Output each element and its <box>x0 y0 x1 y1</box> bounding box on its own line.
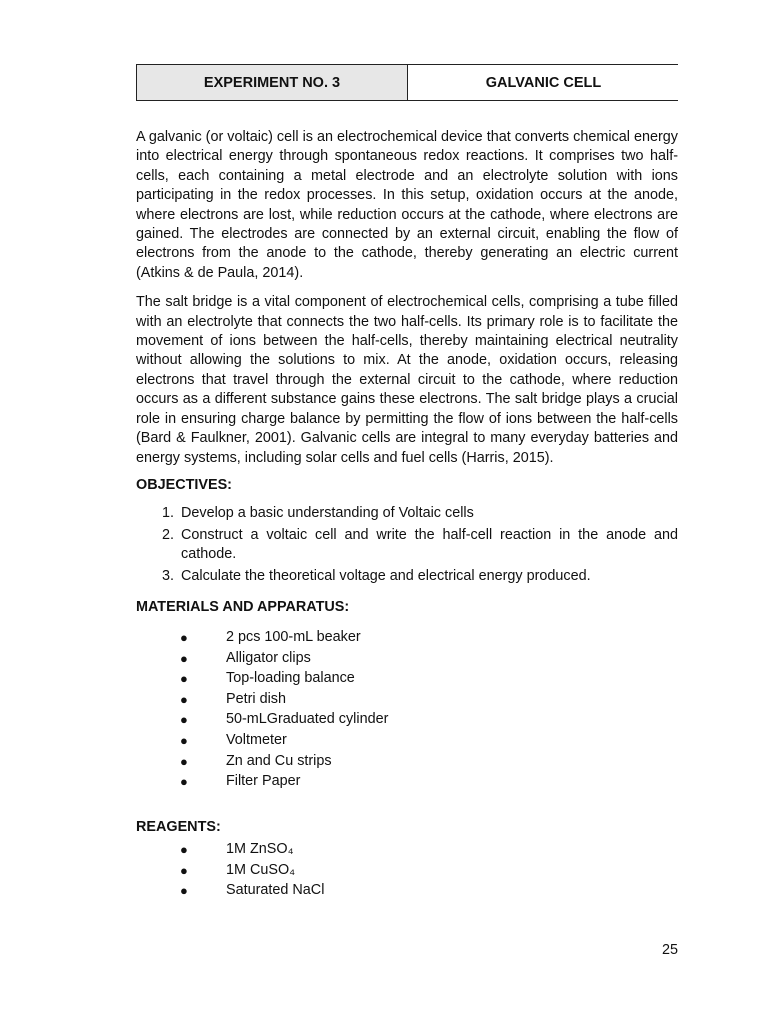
list-item <box>136 840 678 861</box>
bullet-icon: ● <box>180 650 188 666</box>
bullet-icon: ● <box>180 732 188 748</box>
material-item: Petri dish <box>226 690 286 707</box>
list-item <box>136 504 678 523</box>
material-item: Filter Paper <box>226 773 301 790</box>
list-item <box>136 627 678 648</box>
material-item: Voltmeter <box>226 731 287 748</box>
list-item <box>136 772 678 793</box>
list-item <box>136 567 678 586</box>
bullet-icon: ● <box>180 862 188 878</box>
reagent-item: Saturated NaCl <box>226 882 325 899</box>
document-body <box>136 128 678 901</box>
list-item <box>136 730 678 751</box>
experiment-title-cell: GALVANIC CELL <box>408 65 679 100</box>
list-number: 1. <box>162 505 175 522</box>
bullet-icon: ● <box>180 629 188 645</box>
page-number: 25 <box>661 942 678 958</box>
reagents-list <box>136 840 678 902</box>
experiment-header-table <box>136 64 678 101</box>
list-item <box>136 710 678 731</box>
intro-paragraph-2: The salt bridge is a vital component of electrochemical cells, comprising a tube filled with an electrolyte that connects the two half-cells. Its primary role is to facilitate the movement of ions between the half-cells, thereby maintaining electrical neutrality without allowing the solutions to mix. At the anode, oxidation occurs, releasing electrons that travel through the external circuit to the cathode, where reduction occurs as a different substance gains these electrons. The salt bridge plays a crucial role in ensuring charge balance by permitting the flow of ions between the half-cells (Bard & Faulkner, 2001). Galvanic cells are integral to many everyday batteries and energy systems, including solar cells and fuel cells (Harris, 2015). <box>136 294 678 466</box>
material-item: 50-mLGraduated cylinder <box>226 711 389 728</box>
bullet-icon: ● <box>180 691 188 707</box>
bullet-icon: ● <box>180 774 188 790</box>
reagents-heading: REAGENTS: <box>136 819 221 836</box>
list-item <box>136 648 678 669</box>
objective-text: Construct a voltaic cell and write the half-cell reaction in the anode and cathode. <box>181 526 678 563</box>
materials-heading: MATERIALS AND APPARATUS: <box>136 598 350 615</box>
list-number: 2. <box>162 526 175 543</box>
intro-paragraph-1: A galvanic (or voltaic) cell is an electrochemical device that converts chemical energy into electrical energy through spontaneous redox reactions. It comprises two half-cells, each containing a metal electrode and an electrolyte solution with ions participating in the redox processes. In this setup, oxidation occurs at the anode, where electrons are lost, while reduction occurs at the cathode, where electrons are gained. The electrodes are connected by an external circuit, enabling the flow of electrons from the anode to the cathode, thereby generating an electric current (Atkins & de Paula, 2014). <box>136 129 678 281</box>
reagent-item: 1M ZnSO₄ <box>226 841 294 858</box>
bullet-icon: ● <box>180 842 188 858</box>
list-item <box>136 881 678 902</box>
material-item: Alligator clips <box>226 649 311 666</box>
list-item <box>136 669 678 690</box>
list-number: 3. <box>162 567 175 584</box>
list-item <box>136 860 678 881</box>
objective-text: Develop a basic understanding of Voltaic cells <box>181 505 474 522</box>
bullet-icon: ● <box>180 883 188 899</box>
objective-text: Calculate the theoretical voltage and electrical energy produced. <box>181 567 591 584</box>
list-item <box>136 526 678 565</box>
objectives-heading: OBJECTIVES: <box>136 476 232 493</box>
list-item <box>136 689 678 710</box>
material-item: Zn and Cu strips <box>226 752 332 769</box>
experiment-number-cell: EXPERIMENT NO. 3 <box>137 65 408 100</box>
material-item: 2 pcs 100-mL beaker <box>226 628 361 645</box>
materials-list <box>136 627 678 792</box>
bullet-icon: ● <box>180 753 188 769</box>
bullet-icon: ● <box>180 712 188 728</box>
list-item <box>136 751 678 772</box>
objectives-list <box>136 504 678 586</box>
bullet-icon: ● <box>180 671 188 687</box>
reagent-item: 1M CuSO₄ <box>226 861 296 878</box>
material-item: Top-loading balance <box>226 670 355 687</box>
